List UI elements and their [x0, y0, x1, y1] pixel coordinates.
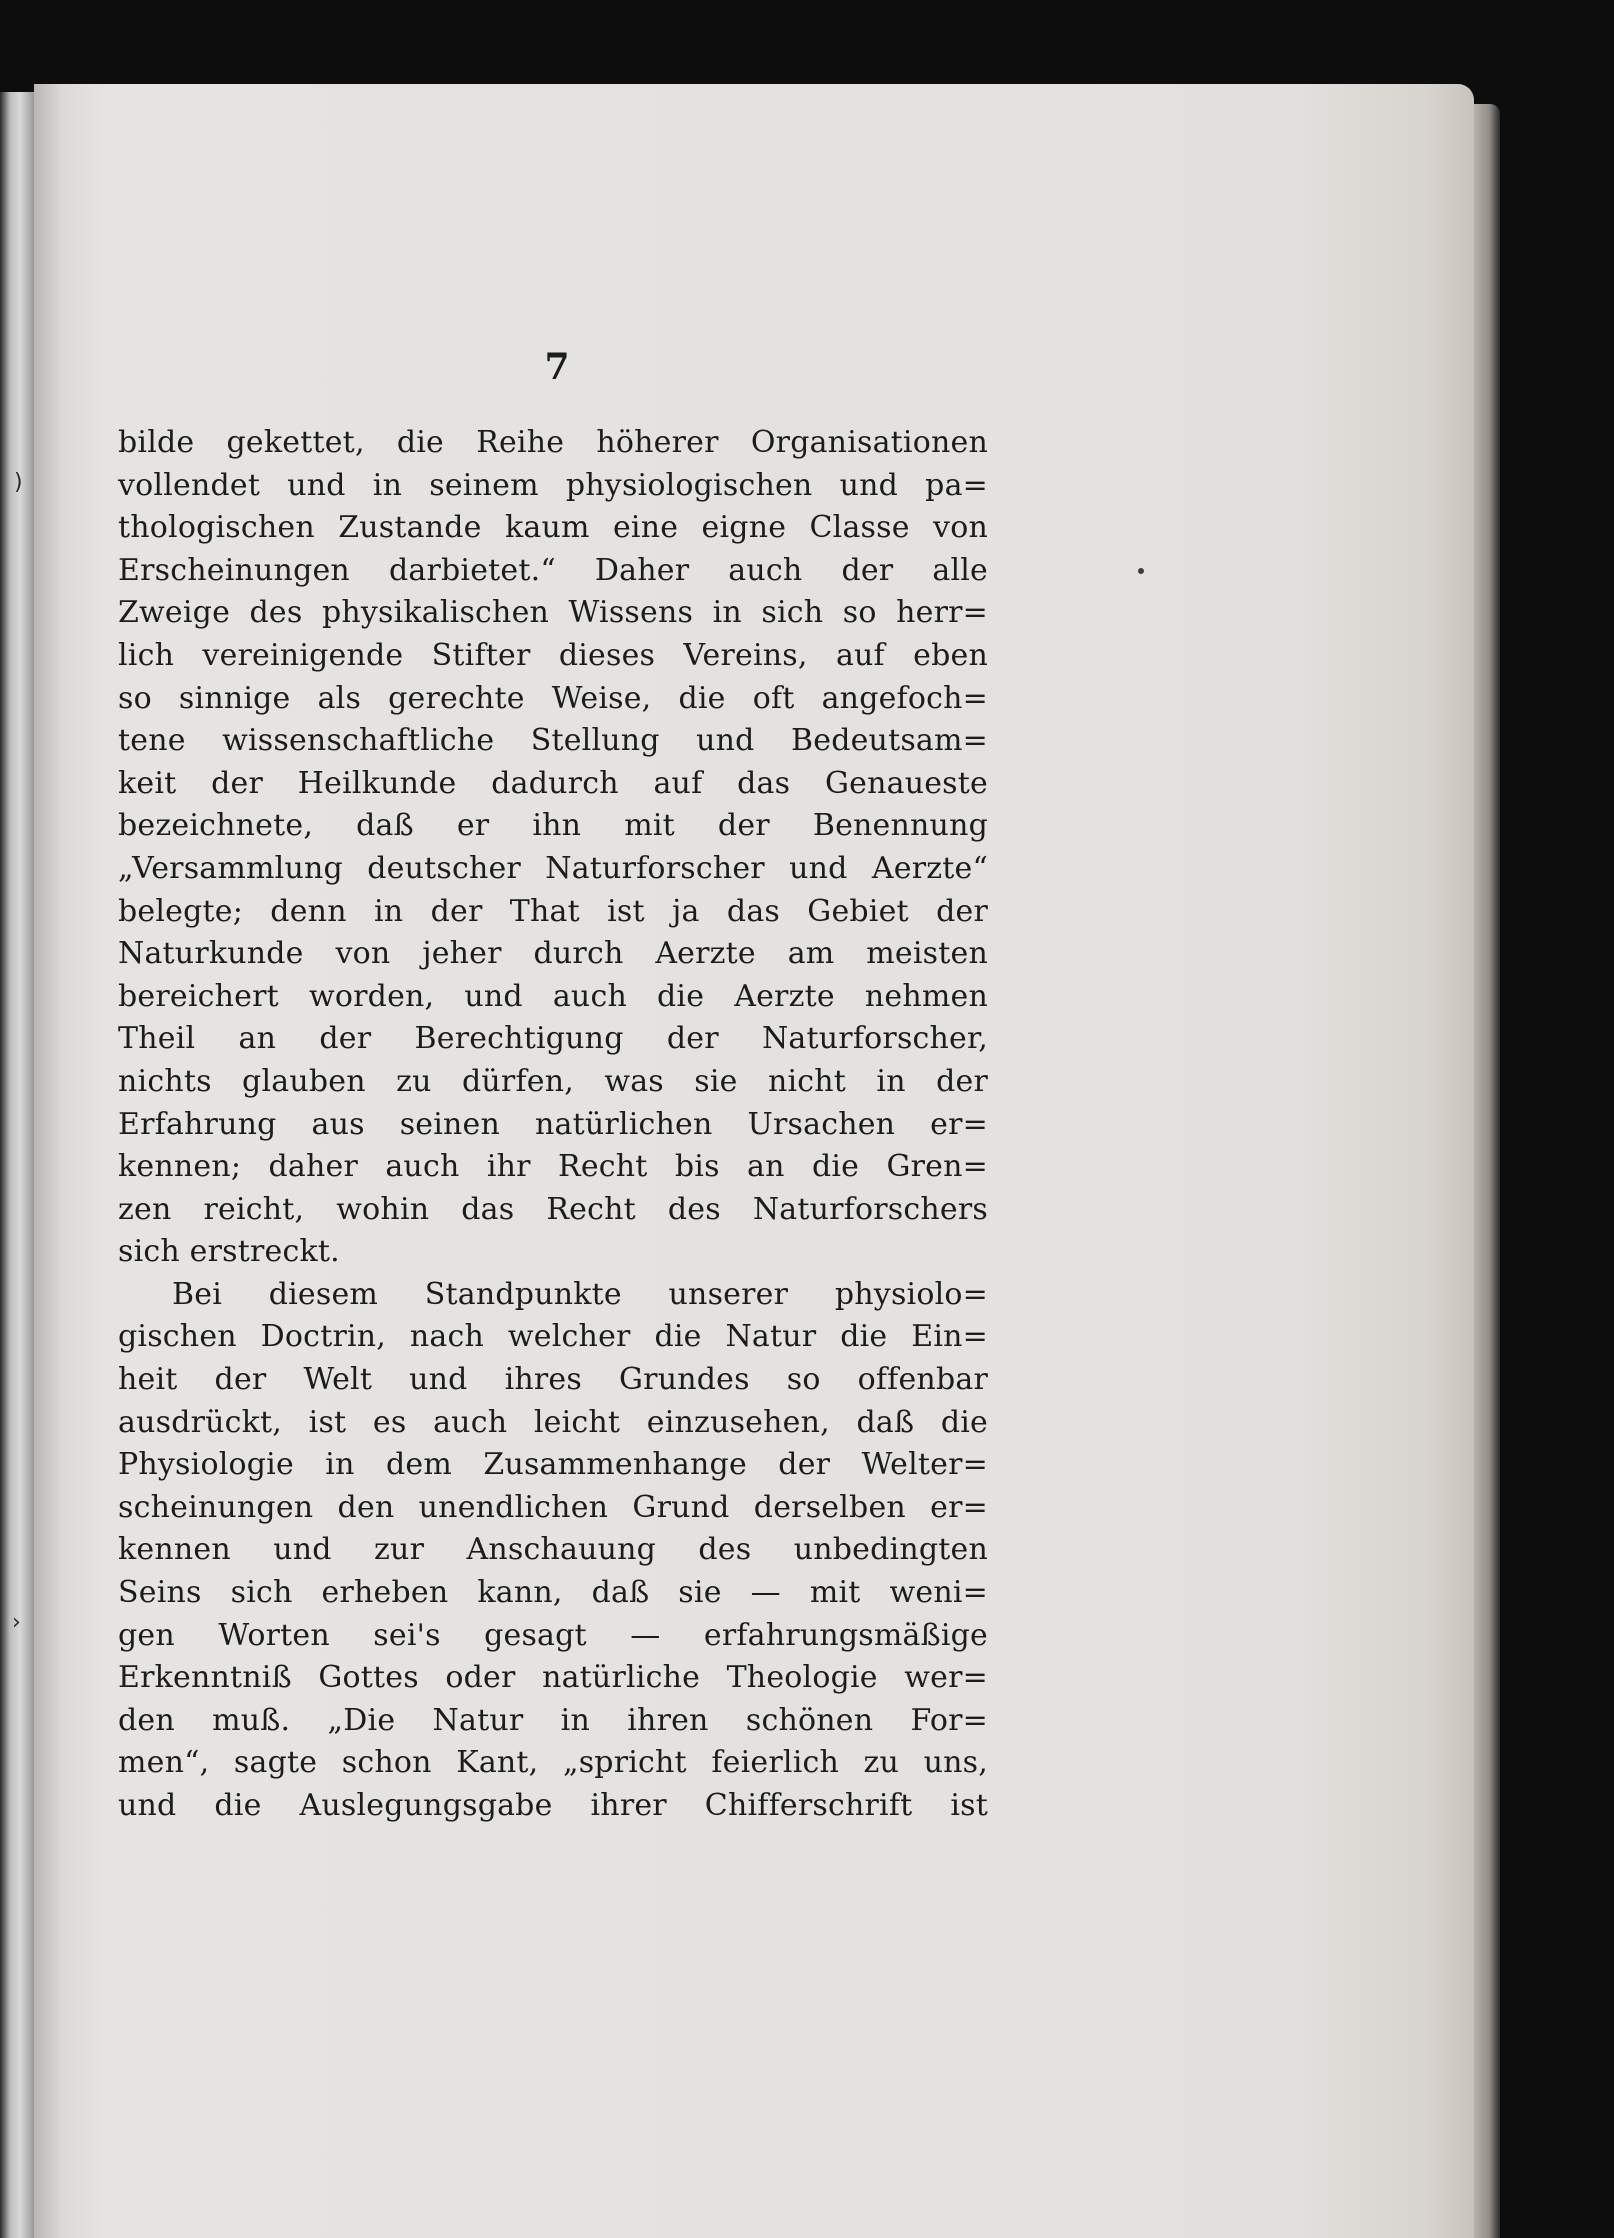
previous-page-edge: [0, 92, 34, 2238]
text-line: Erscheinungen darbietet.“ Daher auch der alle: [118, 552, 988, 588]
text-line: kennen und zur Anschauung des unbedingten: [118, 1532, 988, 1568]
paragraph-end-line: sich erstreckt.: [118, 1234, 340, 1270]
text-line: belegte; denn in der That ist ja das Gebiet der: [118, 893, 988, 929]
text-line: so sinnige als gerechte Weise, die oft angefoch=: [118, 680, 988, 716]
text-line: und die Auslegungsgabe ihrer Chifferschrift ist: [118, 1788, 988, 1823]
text-line: men“, sagte schon Kant, „spricht feierlich zu uns,: [118, 1745, 988, 1781]
text-line: kennen; daher auch ihr Recht bis an die Gren=: [118, 1149, 988, 1185]
text-line: lich vereinigende Stifter dieses Vereins, auf eben: [118, 637, 988, 673]
text-line: Erfahrung aus seinen natürlichen Ursachen er=: [118, 1106, 988, 1142]
text-line: keit der Heilkunde dadurch auf das Genaueste: [118, 765, 988, 801]
text-line: Erkenntniß Gottes oder natürliche Theologie wer=: [118, 1660, 988, 1696]
text-line: gen Worten sei's gesagt — erfahrungsmäßige: [118, 1617, 988, 1653]
text-line: bereichert worden, und auch die Aerzte nehmen: [118, 978, 988, 1014]
page-fore-edge: [1474, 104, 1500, 2238]
text-line: thologischen Zustande kaum eine eigne Classe von: [118, 510, 988, 546]
text-line: Seins sich erheben kann, daß sie — mit weni=: [118, 1575, 988, 1611]
text-line: tene wissenschaftliche Stellung und Bedeutsam=: [118, 723, 988, 759]
text-line: den muß. „Die Natur in ihren schönen For=: [118, 1702, 988, 1738]
text-line: vollendet und in seinem physiologischen und pa=: [118, 467, 988, 503]
text-line: ausdrückt, ist es auch leicht einzusehen, daß die: [118, 1404, 988, 1440]
book-page: [34, 84, 1474, 2238]
text-line: gischen Doctrin, nach welcher die Natur die Ein=: [118, 1319, 988, 1355]
text-line: bilde gekettet, die Reihe höherer Organisationen: [118, 425, 988, 460]
text-line: nichts glauben zu dürfen, was sie nicht in der: [118, 1063, 988, 1099]
text-line: zen reicht, wohin das Recht des Naturforschers: [118, 1191, 988, 1227]
page-number: 7: [544, 346, 570, 388]
text-line: bezeichnete, daß er ihn mit der Benennung: [118, 808, 988, 844]
text-line: Zweige des physikalischen Wissens in sich so herr=: [118, 595, 988, 631]
ink-speck: [1138, 568, 1144, 574]
text-line: scheinungen den unendlichen Grund derselben er=: [118, 1489, 988, 1525]
margin-mark: ›: [12, 1610, 21, 1635]
margin-mark: ): [14, 470, 23, 495]
paragraph-start-line: Bei diesem Standpunkte unserer physiolo=: [172, 1276, 988, 1312]
text-line: heit der Welt und ihres Grundes so offenbar: [118, 1362, 988, 1398]
text-line: Theil an der Berechtigung der Naturforscher,: [118, 1021, 988, 1057]
text-line: Naturkunde von jeher durch Aerzte am meisten: [118, 936, 988, 972]
text-line: „Versammlung deutscher Naturforscher und Aerzte“: [118, 850, 988, 886]
body-text: [118, 422, 988, 1828]
text-line: Physiologie in dem Zusammenhange der Welter=: [118, 1447, 988, 1483]
